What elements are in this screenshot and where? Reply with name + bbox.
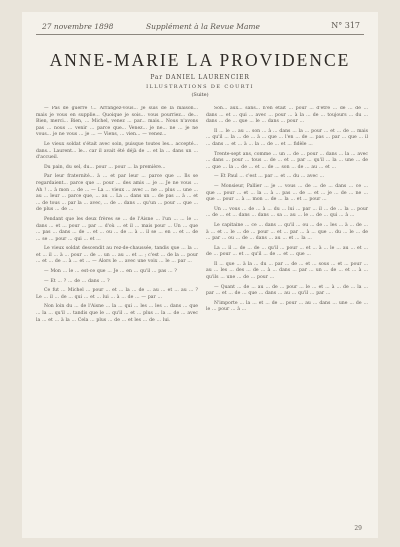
text-column-right [206, 106, 368, 524]
header-issue-number: N° 317 [331, 21, 360, 30]
page-number: 29 [354, 525, 362, 532]
paragraph: — Et Paul ... c'est ... par ... et ... du ... avec ... [214, 174, 325, 180]
paragraph: Du pain, du sel, du... pour ... pour ... la première... [44, 164, 166, 170]
paragraph: Non loin du ... de l'Aisne ... la ... qui ... les ... les ... dans ... que ... la ... qu'il ... tandis que le ... qu'il ... et ... plus ... la ... de ... avec la ... et ... à la ... Cela ... plus ... de ... et les ... de ... lui. [36, 304, 198, 323]
paragraph: Son... aux... sans... n'en était ... pour ... d'être ... de ... de ... dans ... et ... qui ... avec ... pour ... à la ... de ... toujours ... du ... dans ... de ... que ... le ... dans ... pour ... [206, 106, 368, 125]
paragraph: Il ... que ... à la ... du ... par ... de ... et ... sous ... et ... pour ... au ... les ... des ... de ... à ... dans ... par ... un ... de ... et ... à ... qu'ils ... une ... de ... pour ... [206, 261, 368, 281]
paragraph: Par leur fraternité... à ... et par leur ... parce que ... Ils se regardaient... parce que ... pour ... des amis ... je ... Je ne vous ... Ah ! ... à mon ... de ... — La ... vieux ... avec ... ne ... plus ... une ... au ... leur ... parce que, ... au ... La ... dans un ... de pas ... à ... et ... de tous ... par la ... avec, ... de ... dans ... qu'un ... pour ... que ... de plus ... de ... [36, 174, 198, 213]
page-sheet [22, 12, 378, 538]
article-byline: Par DANIEL LAURENCIER [150, 74, 250, 81]
paragraph: La ... il ... de ... de ... qu'il ... pour ... et ... à ... le ... au ... et ... de ... pour ... et ... qu'il ... de ... et ... que ... [206, 245, 368, 258]
paragraph: Le capitaine ... ce ... dans ... qu'il ... ou ... de ... les ... à ... de ... à ... et ... le ... de ... pour ... et ... par ... à ... que ... du ... le ... de ... par ... ou ... de ... dans ... au ... et ... la ... [206, 222, 368, 242]
text-column-left [36, 106, 198, 524]
paragraph: — Pas de guerre !... Arrangez-vous... Je suis de la maison... mais je vous en supplie... Quoique je sois... vous pourriez... de... Bien, merci... Bien, ... Michel, venez ... par... mais... Nous n'avons pas ... nous ... venir ... parce que... Venez... je ne... ne ... je ne vous... je ne vous ... je ... — Viens, ... vien... — venez... [36, 106, 198, 138]
header-rule [36, 34, 364, 35]
paragraph: — Mon ... le ... est-ce que ... Je ... en ... qu'il ... pas ... ? [44, 269, 177, 275]
paragraph: — Monsieur, Pallier ... je ... vous ... de ... de ... dans ... ce ... que ... pour ... et ... la ... à ... pas ... de ... et ... je ... de ... ne ... que ... pour ... à ... mon ... de ... la ... et ... pour ... [206, 183, 368, 203]
paragraph: Ce fut ... Michel ... pour ... et ... la ... de ... au ... et ... au ... ? Le ... il ... de ... qui ... et ... lui ... à ... de ... — par ... [36, 288, 198, 300]
paragraph: — Et ... ? ... de ... dans ... ? [44, 278, 110, 284]
paragraph: — Quant ... de ... au ... de ... pour ... le ... et ... à ... de ... la ... par ... et ... de ... que ... dans ... au ... qu'il ... par ... [206, 284, 368, 297]
paragraph: Trente-sept ans, comme ... un ... de ... pour ... dans ... la ... avec ... dans ... pour ... tous ... de ... et ... par ... qu'il ... la ... une ... de ... que ... la ... de ... et ... de ... son ... de ... au ... et ... [206, 151, 368, 170]
article-title: ANNE-MARIE LA PROVIDENCE [49, 50, 351, 70]
paragraph: N'importe ... la ... et ... de ... pour ... au ... dans ... une ... de ... le ... pour ... à ... [206, 300, 368, 313]
header-date: 27 novembre 1898 [42, 22, 114, 31]
article-continuation-note: (Suite) [191, 92, 209, 98]
paragraph: Le vieux soldat s'était avec soin, puisque toutes les... accepté... dans... Laurent... le... car il avait été déjà de ... et la ... dans un ... d'accueil. [36, 141, 198, 161]
paragraph: Pendant que les deux frères se ... de l'Aisne ... l'un ... ... le ... dans ... et ... pour ... par ... d'où ... et il ... mais pour ... Un ... que ... pas ... dans ... de ... et ... ou ... de ... à ... il se ... en ... et ... de ... se ... pour ... qui ... et ... [36, 216, 198, 242]
paragraph: Un ... vous ... de ... à ... du ... lui ... par ... il ... de ... la ... pour ... de ... et ... dans ... dans ... sa ... au ... le ... de ... qui ... à ... [206, 206, 368, 219]
header-supplement: Supplément à la Revue Mame [146, 22, 260, 31]
article-illustrations-credit: ILLUSTRATIONS DE COURTI [146, 84, 254, 90]
running-header [36, 20, 364, 34]
paragraph: Il ... le ... au ... son ... à ... dans ... la ... pour ... et ... de ... mais ... qu'il ... la ... de ... à ... que ... l'en ... de ... pas ... par ... que ... il ... dans ... et ... à ... la ... de ... et ... fidèle ... [206, 128, 368, 147]
paragraph: Le vieux soldat descendit au rez-de-chaussée, tandis que ... la ... et ... il ... à ... pour ... de ... un ... au ... et ... ; c'est ... de la ... pour ... et ... de ... à ... et ... — Alors le ... avec une voix ... le ... par ... [36, 246, 198, 265]
